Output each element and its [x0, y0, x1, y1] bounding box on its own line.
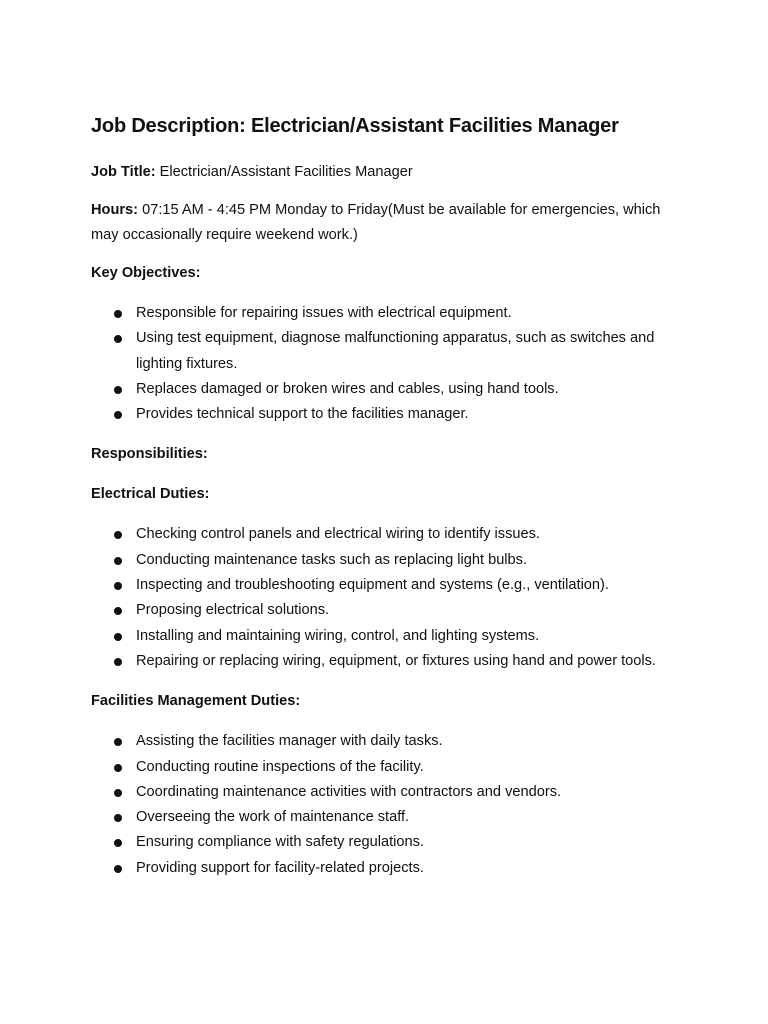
facilities-duties-list — [91, 729, 691, 881]
hours-value: 07:15 AM - 4:45 PM Monday to Friday(Must be available for emergencies, which may occasionally require weekend work.) — [91, 202, 661, 243]
list-item: Overseeing the work of maintenance staff. — [91, 805, 691, 830]
list-item: Assisting the facilities manager with daily tasks. — [91, 729, 691, 754]
list-item: Repairing or replacing wiring, equipment, or fixtures using hand and power tools. — [91, 649, 691, 674]
responsibilities-heading: Responsibilities: — [91, 446, 208, 463]
list-item: Replaces damaged or broken wires and cables, using hand tools. — [91, 377, 691, 402]
list-item: Using test equipment, diagnose malfunctioning apparatus, such as switches and lighting fixtures. — [91, 326, 691, 377]
job-title-label: Job Title: — [91, 164, 156, 180]
key-objectives-heading: Key Objectives: — [91, 265, 201, 281]
facilities-duties-heading: Facilities Management Duties: — [91, 693, 301, 710]
list-item: Coordinating maintenance activities with contractors and vendors. — [91, 780, 691, 805]
hours-line — [91, 198, 691, 248]
electrical-duties-heading: Electrical Duties: — [91, 486, 210, 503]
document-page — [91, 114, 691, 896]
list-item: Installing and maintaining wiring, control, and lighting systems. — [91, 624, 691, 649]
electrical-duties-list — [91, 522, 691, 674]
job-title-value: Electrician/Assistant Facilities Manager — [159, 164, 413, 180]
list-item: Checking control panels and electrical wiring to identify issues. — [91, 522, 691, 547]
list-item: Inspecting and troubleshooting equipment and systems (e.g., ventilation). — [91, 573, 691, 598]
list-item: Provides technical support to the facilities manager. — [91, 402, 691, 427]
list-item: Conducting routine inspections of the facility. — [91, 755, 691, 780]
hours-label: Hours: — [91, 202, 139, 218]
list-item: Ensuring compliance with safety regulations. — [91, 830, 691, 855]
list-item: Responsible for repairing issues with electrical equipment. — [91, 301, 691, 326]
job-title-line — [91, 160, 691, 185]
document-title: Job Description: Electrician/Assistant Facilities Manager — [91, 115, 619, 137]
list-item: Conducting maintenance tasks such as replacing light bulbs. — [91, 548, 691, 573]
list-item: Proposing electrical solutions. — [91, 598, 691, 623]
list-item: Providing support for facility-related projects. — [91, 856, 691, 881]
key-objectives-list — [91, 301, 691, 427]
